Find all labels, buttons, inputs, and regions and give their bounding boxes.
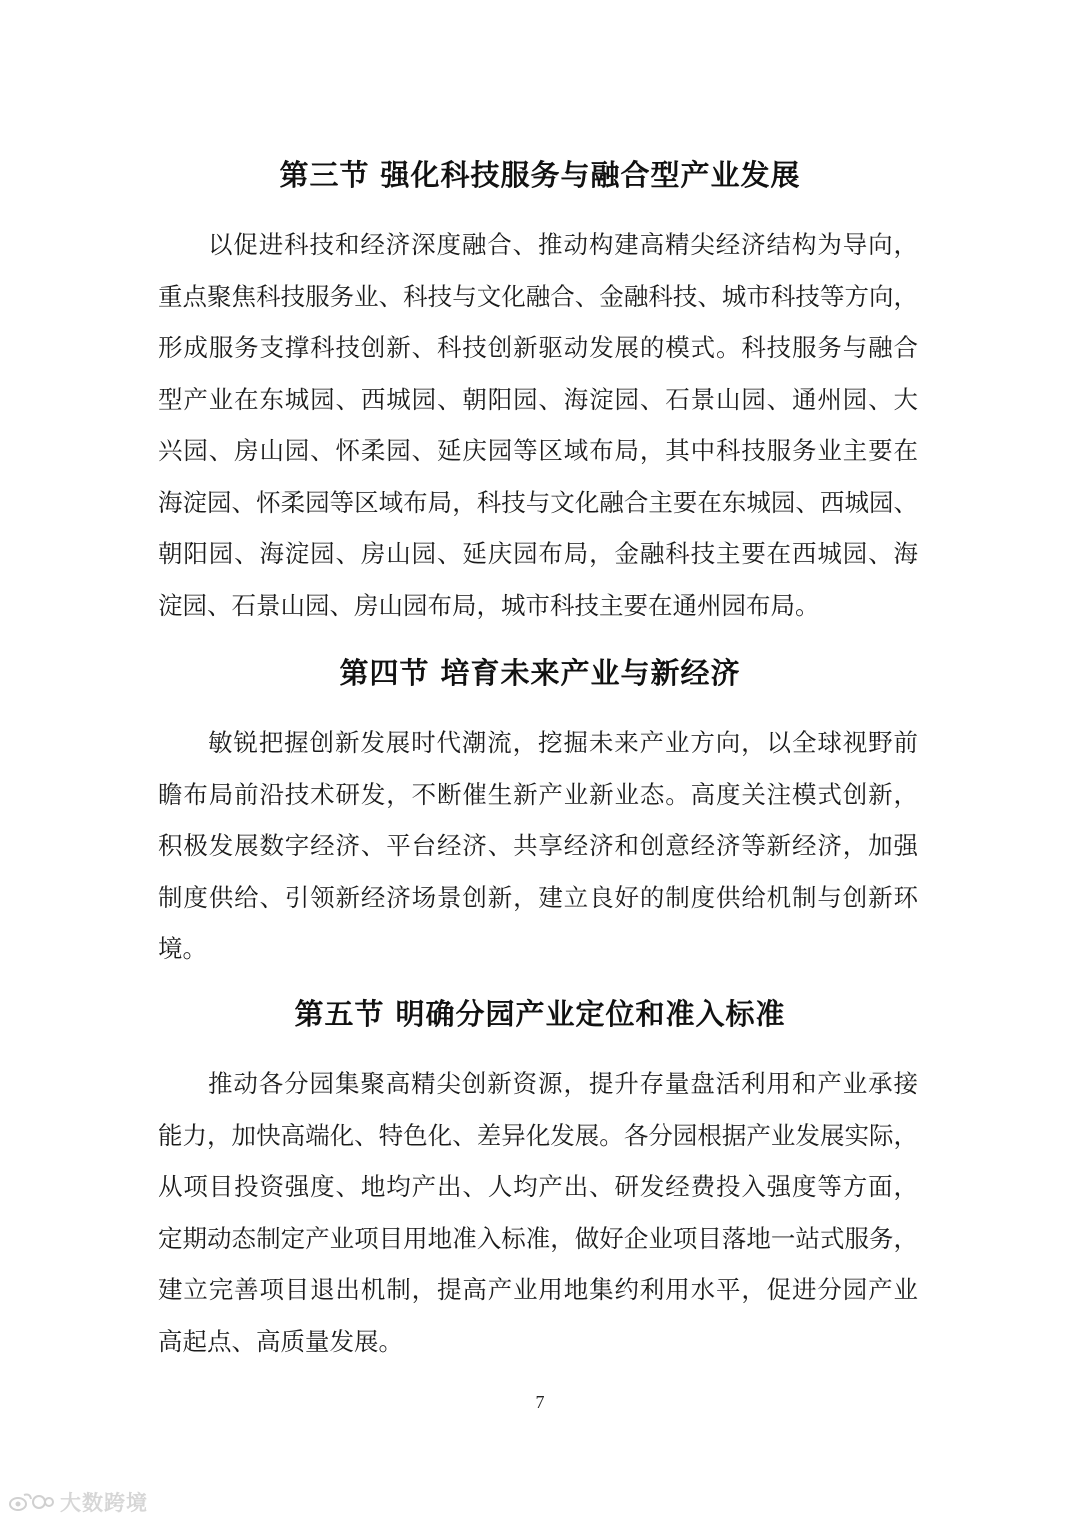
paragraph-line: 从项目投资强度、地均产出、人均产出、研发经费投入强度等方面，: [158, 1172, 918, 1201]
paragraph-line: 兴园、房山园、怀柔园、延庆园等区域布局，其中科技服务业主要在: [158, 436, 918, 465]
section-heading: 第四节 培育未来产业与新经济: [339, 656, 741, 690]
paragraph-line: 瞻布局前沿技术研发，不断催生新产业新业态。高度关注模式创新，: [158, 779, 918, 809]
paragraph-line: 能力，加快高端化、特色化、差异化发展。各分园根据产业发展实际，: [158, 1120, 918, 1150]
paragraph-line: 高起点、高质量发展。: [158, 1326, 403, 1356]
watermark-text: 大数跨境: [60, 1491, 148, 1515]
section-paragraph: [158, 717, 918, 975]
paragraph-line: 朝阳园、海淀园、房山园、延庆园布局，金融科技主要在西城园、海: [158, 539, 918, 568]
paragraph-line: 海淀园、怀柔园等区域布局，科技与文化融合主要在东城园、西城园、: [158, 487, 918, 517]
paragraph-line: 定期动态制定产业项目用地准入标准，做好企业项目落地一站式服务，: [158, 1223, 918, 1253]
paragraph-line: 淀园、石景山园、房山园布局，城市科技主要在通州园布局。: [158, 590, 820, 620]
watermark: [8, 1487, 148, 1517]
paragraph-line: 型产业在东城园、西城园、朝阳园、海淀园、石景山园、通州园、大: [158, 384, 918, 414]
paragraph-line: 重点聚焦科技服务业、科技与文化融合、金融科技、城市科技等方向，: [158, 281, 918, 311]
paragraph-line: 境。: [158, 934, 207, 963]
paragraph-line: 积极发展数字经济、平台经济、共享经济和创意经济等新经济，加强: [158, 831, 918, 860]
section-heading: 第五节 明确分园产业定位和准入标准: [294, 997, 786, 1031]
paragraph-line: 敏锐把握创新发展时代潮流，挖掘未来产业方向，以全球视野前: [208, 728, 918, 757]
paragraph-line: 形成服务支撑科技创新、科技创新驱动发展的模式。科技服务与融合: [158, 333, 918, 362]
weibo-style-logo-icon: [8, 1489, 54, 1515]
page-number: 7: [535, 1392, 545, 1412]
paragraph-line: 推动各分园集聚高精尖创新资源，提升存量盘活利用和产业承接: [208, 1069, 918, 1098]
paragraph-line: 建立完善项目退出机制，提高产业用地集约利用水平，促进分园产业: [158, 1275, 918, 1304]
paragraph-line: 以促进科技和经济深度融合、推动构建高精尖经济结构为导向，: [208, 230, 918, 259]
section-paragraph: [158, 219, 918, 631]
section-paragraph: [158, 1058, 918, 1367]
section-heading: 第三节 强化科技服务与融合型产业发展: [279, 158, 801, 192]
paragraph-line: 制度供给、引领新经济场景创新，建立良好的制度供给机制与创新环: [158, 882, 918, 912]
